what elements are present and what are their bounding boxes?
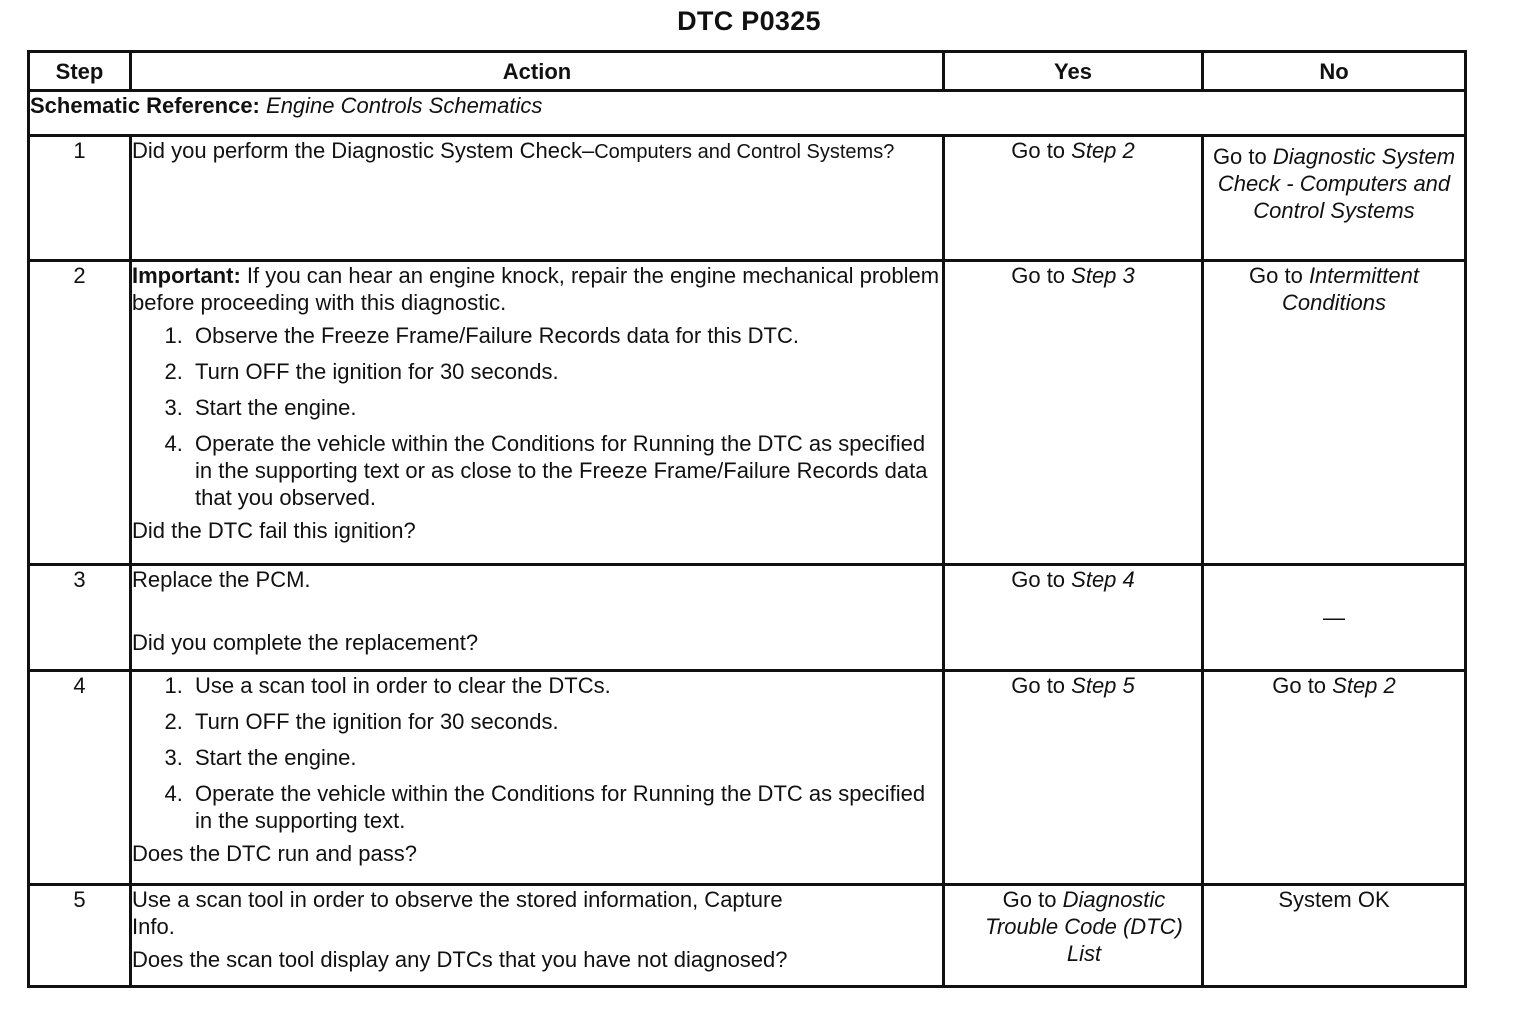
action-cell bbox=[131, 261, 944, 565]
action-text: Did you perform the Diagnostic System Check– bbox=[132, 138, 595, 163]
yes-prefix: Go to bbox=[1011, 138, 1072, 163]
list-item: 3. Start the engine. bbox=[189, 394, 942, 421]
list-item: 3. Start the engine. bbox=[189, 744, 942, 771]
list-item: 1. Observe the Freeze Frame/Failure Records data for this DTC. bbox=[189, 322, 942, 349]
no-prefix: Go to bbox=[1272, 673, 1333, 698]
schematic-reference bbox=[29, 91, 1466, 136]
system-ok-text: System OK bbox=[1278, 887, 1390, 912]
yes-cell bbox=[944, 565, 1203, 671]
schematic-label: Schematic Reference: bbox=[30, 93, 260, 118]
diagnostic-table bbox=[27, 50, 1467, 988]
yes-link[interactable]: Step 2 bbox=[1071, 138, 1135, 163]
yes-link[interactable]: Step 4 bbox=[1071, 567, 1135, 592]
action-text: Replace the PCM. bbox=[132, 567, 311, 592]
yes-cell bbox=[944, 136, 1203, 261]
yes-prefix: Go to bbox=[1011, 673, 1072, 698]
procedure-list bbox=[132, 672, 942, 834]
important-label: Important: bbox=[132, 263, 241, 288]
question-text: Did the DTC fail this ignition? bbox=[132, 518, 416, 543]
yes-prefix: Go to bbox=[1011, 263, 1072, 288]
action-text: Use a scan tool in order to observe the stored information, Capture Info. bbox=[132, 887, 783, 939]
table-row bbox=[29, 885, 1466, 987]
yes-cell bbox=[944, 671, 1203, 885]
schematic-reference-row bbox=[29, 91, 1466, 136]
header-no: No bbox=[1203, 52, 1466, 91]
question-text: Does the scan tool display any DTCs that you have not diagnosed? bbox=[132, 947, 788, 972]
header-step: Step bbox=[29, 52, 131, 91]
question-text: Did you complete the replacement? bbox=[132, 630, 479, 655]
no-prefix: Go to bbox=[1249, 263, 1309, 288]
table-row bbox=[29, 565, 1466, 671]
schematic-link[interactable]: Engine Controls Schematics bbox=[266, 93, 543, 118]
step-number: 2 bbox=[29, 261, 131, 565]
no-dash: — bbox=[1323, 605, 1345, 630]
no-link[interactable]: Intermittent Conditions bbox=[1282, 263, 1419, 315]
action-cell bbox=[131, 136, 944, 261]
list-item: 1. Use a scan tool in order to clear the DTCs. bbox=[189, 672, 942, 699]
question-text: Does the DTC run and pass? bbox=[132, 841, 417, 866]
list-item: 4. Operate the vehicle within the Conditions for Running the DTC as specified in the supporting text. bbox=[189, 780, 942, 834]
list-item: 2. Turn OFF the ignition for 30 seconds. bbox=[189, 358, 942, 385]
yes-prefix: Go to bbox=[1002, 887, 1063, 912]
list-item: 4. Operate the vehicle within the Conditions for Running the DTC as specified in the supporting text or as close to the Freeze Frame/Failure Records data that you observed. bbox=[189, 430, 942, 511]
yes-prefix: Go to bbox=[1011, 567, 1072, 592]
step-number: 5 bbox=[29, 885, 131, 987]
no-cell bbox=[1203, 565, 1466, 671]
no-link[interactable]: Diagnostic System Check - Computers and Control Systems bbox=[1217, 144, 1456, 223]
no-cell bbox=[1203, 261, 1466, 565]
list-item: 2. Turn OFF the ignition for 30 seconds. bbox=[189, 708, 942, 735]
procedure-list bbox=[132, 322, 942, 511]
table-row bbox=[29, 136, 1466, 261]
header-action: Action bbox=[131, 52, 944, 91]
important-text: If you can hear an engine knock, repair the engine mechanical problem before proceeding with this diagnostic. bbox=[132, 263, 940, 315]
action-cell bbox=[131, 885, 944, 987]
no-cell bbox=[1203, 671, 1466, 885]
no-prefix: Go to bbox=[1212, 144, 1273, 169]
important-note bbox=[132, 262, 942, 316]
yes-cell bbox=[944, 885, 1203, 987]
step-number: 1 bbox=[29, 136, 131, 261]
action-cell bbox=[131, 671, 944, 885]
step-number: 3 bbox=[29, 565, 131, 671]
action-cell bbox=[131, 565, 944, 671]
no-cell bbox=[1203, 885, 1466, 987]
yes-cell bbox=[944, 261, 1203, 565]
no-cell bbox=[1203, 136, 1466, 261]
page-title: DTC P0325 bbox=[677, 6, 821, 36]
table-header-row bbox=[29, 52, 1466, 91]
yes-link[interactable]: Diagnostic Trouble Code (DTC) List bbox=[985, 887, 1183, 966]
table-row bbox=[29, 671, 1466, 885]
yes-link[interactable]: Step 5 bbox=[1071, 673, 1135, 698]
step-number: 4 bbox=[29, 671, 131, 885]
table-row bbox=[29, 261, 1466, 565]
header-yes: Yes bbox=[944, 52, 1203, 91]
yes-link[interactable]: Step 3 bbox=[1071, 263, 1135, 288]
action-text-tail: Computers and Control Systems? bbox=[594, 141, 895, 163]
no-link[interactable]: Step 2 bbox=[1332, 673, 1396, 698]
